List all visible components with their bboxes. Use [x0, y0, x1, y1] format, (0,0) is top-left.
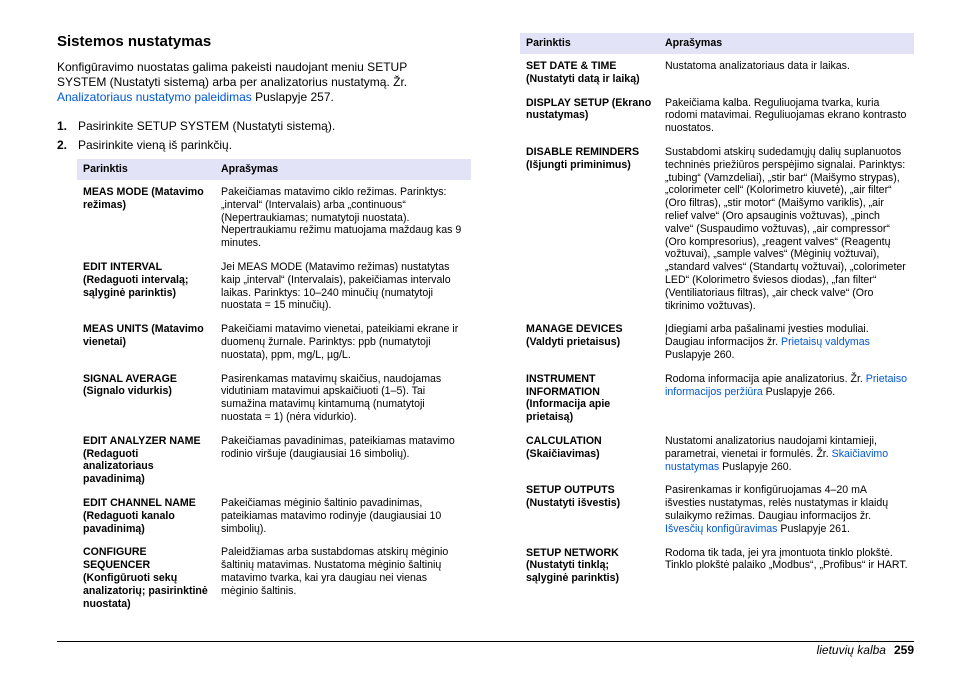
option-cell: SIGNAL AVERAGE (Signalo vidurkis): [83, 372, 177, 398]
description-cell: [659, 317, 914, 366]
intro-text: Konfigūravimo nuostatas galima pakeisti naudojant meniu SETUP SYSTEM (Nustatyti sistemą) arba per analizatorius nustatymą. Žr.: [57, 60, 408, 89]
table-row: [77, 540, 471, 615]
description-text: Pasirenkamas ir konfigūruojamas 4–20 mA išvesties nustatymas, relės nustatymas ir klaidų sulaikymo režimas. Daugiau informacijos žr.: [665, 484, 889, 522]
description-cell: Nustatoma analizatoriaus data ir laikas.: [665, 60, 850, 72]
description-cell: Jei MEAS MODE (Matavimo režimas) nustatytas kaip „interval“ (Intervalais), pakeičiamas intervalo laikas. Parinktys: 10–240 minučių (numatytoji nuostata = 15 minučių).: [221, 260, 451, 312]
step-text: Pasirinkite SETUP SYSTEM (Nustatyti sistemą).: [78, 119, 336, 133]
step-item: [57, 138, 335, 157]
option-cell: MEAS MODE (Matavimo režimas): [83, 186, 204, 211]
page-number: 259: [893, 643, 914, 657]
step-number: 1.: [57, 119, 68, 133]
description-cell: Sustabdomi atskirų sudedamųjų dalių suplanuotos techninės priežiūros perspėjimo signalai. Parinktys: „tubing“ (Vamzdeliai), „stir bar“ (Maišymo strypas), „colorimeter cell“ (Kolorimetro kiuvetė), „air filter“ (Oro filtras), „stir motor“ (Maišymo variklis), „air relief valve“ (Oro apsauginis vožtuvas), „pinch valve“ (Suspaudimo vožtuvas), „air compressor“ (Oro kompresorius), „reagent valves“ (Reagentų vožtuvai), „sample valves“ (Mėginių vožtuvai), „standard valves“ (Standartų vožtuvai), „colorimeter LED“ (Kolorimetro šviesos diodas), „fan filter“ (Ventiliatoriaus filtras), „air check valve“ (Oro tikrinimo vožtuvas).: [665, 145, 906, 312]
footer-divider: [57, 641, 914, 642]
option-cell: MEAS UNITS (Matavimo vienetai): [83, 323, 204, 348]
description-cell: Pasirenkamas matavimų skaičius, naudojamas vidutiniam matavimui apskaičiuoti (1–5). Tai sumažina matavimų kintamumą (numatytoji nuostata = 1) (nėra vidurkio).: [221, 372, 442, 423]
option-cell: SET DATE & TIME (Nustatyti datą ir laiką): [526, 60, 640, 85]
outputs-config-link[interactable]: Išvesčių konfigūravimas: [665, 522, 778, 535]
intro-page-ref: Puslapyje 257.: [251, 90, 334, 104]
option-cell: MANAGE DEVICES (Valdyti prietaisus): [526, 323, 623, 349]
table-row: [520, 478, 914, 540]
table-row: [520, 140, 914, 317]
section-title: Sistemos nustatymas: [57, 33, 212, 50]
description-cell: Pakeičiama kalba. Reguliuojama tvarka, kuria rodomi matavimai. Reguliuojamas ekrano kontrasto nuostatos.: [665, 96, 907, 135]
table-row: [77, 367, 471, 429]
description-cell: Pakeičiamas matavimo ciklo režimas. Parinktys: „interval“ (Intervalais) arba „continuous“ (Nepertraukiamas; numatytoji nuostata). Nepertraukiamu režimu matuojama maždaug kas 9 minutes.: [221, 186, 462, 250]
page-ref: Puslapyje 261.: [777, 522, 850, 535]
step-text: Pasirinkite vieną iš parinkčių.: [78, 138, 233, 152]
option-cell: EDIT INTERVAL (Redaguoti intervalą; sąlyginė parinktis): [83, 260, 189, 299]
table-row: [520, 317, 914, 366]
table-row: [77, 317, 471, 366]
option-cell: CONFIGURE SEQUENCER (Konfigūruoti sekų analizatorių; pasirinktinė nuostata): [83, 546, 208, 610]
table-row: [520, 54, 914, 91]
option-cell: CALCULATION (Skaičiavimas): [526, 434, 602, 460]
description-text: Nustatomi analizatorius naudojami kintamieji, parametrai, vienetai ir formulės. Žr.: [665, 434, 877, 460]
footer-language: lietuvių kalba: [816, 643, 886, 657]
header-option: Parinktis: [77, 159, 215, 180]
description-text: Įdiegiami arba pašalinami įvesties moduliai. Daugiau informacijos žr.: [665, 323, 869, 349]
option-cell: SETUP NETWORK (Nustatyti tinklą; sąlyginė parinktis): [526, 546, 620, 585]
step-number: 2.: [57, 138, 68, 152]
description-cell: [659, 367, 914, 429]
analyzer-setup-link[interactable]: Analizatoriaus nustatymo paleidimas: [57, 90, 252, 104]
page-ref: Puslapyje 260.: [719, 460, 792, 473]
option-cell: EDIT ANALYZER NAME (Redaguoti analizatoriaus pavadinimą): [83, 434, 201, 486]
header-option: Parinktis: [520, 33, 659, 54]
table-row: [77, 180, 471, 255]
description-cell: [659, 429, 914, 478]
description-cell: [659, 478, 914, 540]
description-cell: Pakeičiamas mėginio šaltinio pavadinimas, pateikiamas matavimo rodinyje (daugiausiai 10 simbolių).: [221, 496, 442, 535]
options-table-left: [77, 159, 471, 615]
table-header-row: [77, 159, 471, 180]
description-cell: Pakeičiamas pavadinimas, pateikiamas matavimo rodinio viršuje (daugiausiai 16 simbolių).: [221, 434, 455, 460]
table-header-row: [520, 33, 914, 54]
steps-list: [57, 119, 335, 157]
table-row: [77, 491, 471, 540]
options-table-right: [520, 33, 914, 590]
description-text: Rodoma informacija apie analizatorius. Žr.: [665, 372, 866, 385]
page-ref: Puslapyje 260.: [665, 348, 735, 361]
description-cell: Pakeičiami matavimo vienetai, pateikiami ekrane ir duomenų žurnale. Parinktys: ppb (numatytoji nuostata), ppm, mg/L, µg/L.: [221, 323, 459, 361]
option-cell: DISPLAY SETUP (Ekrano nustatymas): [526, 96, 652, 122]
manage-devices-link[interactable]: Prietaisų valdymas: [781, 336, 870, 349]
calculation-setup-link[interactable]: Skaičiavimo nustatymas: [665, 447, 889, 473]
table-row: [77, 429, 471, 491]
option-cell: INSTRUMENT INFORMATION (Informacija apie prietaisą): [526, 372, 611, 424]
description-cell: Paleidžiamas arba sustabdomas atskirų mėginio šaltinių matavimas. Nustatoma mėginio šaltinių matavimo tvarka, kai yra daugiau nei vienas mėginio šaltinis.: [221, 546, 449, 597]
option-cell: SETUP OUTPUTS (Nustatyti išvestis): [526, 484, 621, 510]
description-cell: Rodoma tik tada, jei yra įmontuota tinklo plokštė. Tinklo plokštė palaiko „Modbus“, „Profibus“ ir HART.: [665, 546, 908, 572]
header-description: Aprašymas: [215, 159, 471, 180]
table-row: [520, 541, 914, 590]
page-footer: [817, 643, 914, 657]
page-ref: Puslapyje 266.: [762, 385, 836, 398]
header-description: Aprašymas: [659, 33, 914, 54]
intro-paragraph: [57, 60, 447, 105]
table-row: [520, 367, 914, 429]
table-row: [520, 429, 914, 478]
option-cell: EDIT CHANNEL NAME (Redaguoti kanalo pavadinimą): [83, 496, 196, 535]
table-row: [520, 91, 914, 140]
table-row: [77, 255, 471, 317]
instrument-info-link[interactable]: Prietaiso informacijos peržiūra: [665, 372, 908, 398]
step-item: [57, 119, 335, 138]
option-cell: DISABLE REMINDERS (Išjungti priminimus): [526, 145, 640, 171]
